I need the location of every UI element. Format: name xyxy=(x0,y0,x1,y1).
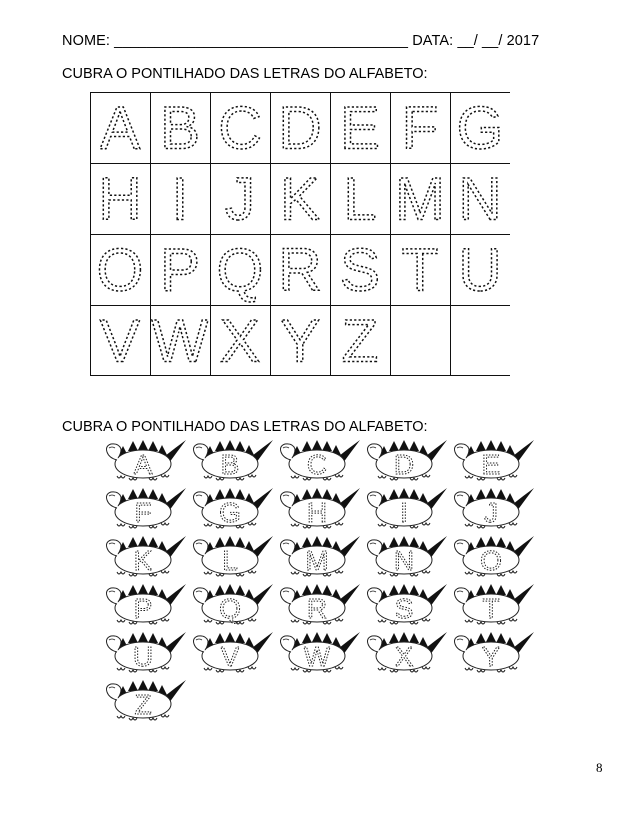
trace-letter-l: L xyxy=(343,165,377,233)
dino-letter-h: H xyxy=(306,497,328,528)
dino-letter-i: I xyxy=(400,497,408,528)
dino-letter-r: R xyxy=(306,593,328,624)
dino-letter-o: O xyxy=(480,545,502,576)
dino-letter-l: L xyxy=(222,545,238,576)
trace-letter-v: V xyxy=(99,307,141,375)
trace-letter-o: O xyxy=(96,236,144,304)
dino-card-i xyxy=(368,488,448,528)
dino-card-d xyxy=(368,440,448,480)
dino-letter-y: Y xyxy=(481,641,501,672)
trace-letter-s: S xyxy=(339,236,381,304)
trace-letter-k: K xyxy=(279,165,321,233)
trace-letter-a: A xyxy=(99,94,141,162)
dino-card-p xyxy=(107,584,187,624)
dino-letter-a: A xyxy=(133,449,153,480)
letter-tracing-grid xyxy=(90,92,510,376)
dino-card-x xyxy=(368,632,448,672)
dino-letter-d: D xyxy=(393,449,415,480)
trace-letter-y: Y xyxy=(279,307,321,375)
name-blank[interactable]: ____________________________________ xyxy=(114,33,409,49)
dino-card-q xyxy=(194,584,274,624)
dino-letter-m: M xyxy=(305,545,329,576)
dino-card-y xyxy=(455,632,535,672)
dino-letter-c: C xyxy=(306,449,328,480)
trace-letter-r: R xyxy=(278,236,322,304)
trace-letter-c: C xyxy=(218,94,262,162)
dino-letter-j: J xyxy=(484,497,498,528)
dino-letter-k: K xyxy=(133,545,153,576)
dino-card-b xyxy=(194,440,274,480)
trace-letter-p: P xyxy=(159,236,201,304)
dino-letter-x: X xyxy=(394,641,414,672)
dino-letter-g: G xyxy=(219,497,241,528)
dino-letter-f: F xyxy=(134,497,152,528)
trace-letter-b: B xyxy=(159,94,201,162)
trace-letter-f: F xyxy=(401,94,439,162)
date-label: DATA: xyxy=(412,33,454,49)
dino-card-j xyxy=(455,488,535,528)
section2-instruction: CUBRA O PONTILHADO DAS LETRAS DO ALFABETO: xyxy=(62,419,428,435)
dino-card-t xyxy=(455,584,535,624)
date-value[interactable]: __/ __/ 2017 xyxy=(457,33,540,49)
dino-letter-t: T xyxy=(482,593,500,624)
trace-letter-q: Q xyxy=(216,236,264,304)
section1-instruction: CUBRA O PONTILHADO DAS LETRAS DO ALFABETO: xyxy=(62,66,428,82)
dino-letter-v: V xyxy=(220,641,240,672)
dino-letter-u: U xyxy=(132,641,154,672)
dino-letter-n: N xyxy=(393,545,415,576)
trace-letter-w: W xyxy=(151,307,209,375)
dino-letter-e: E xyxy=(481,449,501,480)
dino-card-v xyxy=(194,632,274,672)
trace-letter-m: M xyxy=(395,165,445,233)
trace-letter-u: U xyxy=(458,236,502,304)
dino-letter-w: W xyxy=(303,641,331,672)
dino-letter-q: Q xyxy=(219,593,241,624)
dino-card-r xyxy=(281,584,361,624)
dino-card-k xyxy=(107,536,187,576)
dino-card-c xyxy=(281,440,361,480)
dino-card-u xyxy=(107,632,187,672)
header-line xyxy=(62,33,539,49)
trace-letter-g: G xyxy=(456,94,504,162)
dino-letter-p: P xyxy=(133,593,153,624)
dino-card-w xyxy=(281,632,361,672)
dino-card-s xyxy=(368,584,448,624)
dino-card-h xyxy=(281,488,361,528)
dino-card-o xyxy=(455,536,535,576)
trace-letter-z: Z xyxy=(341,307,379,375)
dino-card-m xyxy=(281,536,361,576)
trace-letter-x: X xyxy=(219,307,261,375)
dino-card-f xyxy=(107,488,187,528)
dinosaur-letter-grid xyxy=(95,436,535,746)
dino-card-a xyxy=(107,440,187,480)
trace-letter-n: N xyxy=(458,165,502,233)
trace-letter-e: E xyxy=(339,94,381,162)
name-label: NOME: xyxy=(62,33,111,49)
dino-card-n xyxy=(368,536,448,576)
trace-letter-i: I xyxy=(171,165,189,233)
dino-card-g xyxy=(194,488,274,528)
trace-letter-d: D xyxy=(278,94,322,162)
dino-letter-z: Z xyxy=(134,689,152,720)
dino-card-e xyxy=(455,440,535,480)
dino-letter-b: B xyxy=(220,449,240,480)
dino-card-z xyxy=(107,680,187,720)
trace-letter-j: J xyxy=(225,165,255,233)
page-number: 8 xyxy=(596,760,603,775)
dino-letter-s: S xyxy=(394,593,414,624)
dino-card-l xyxy=(194,536,274,576)
trace-letter-h: H xyxy=(98,165,142,233)
trace-letter-t: T xyxy=(401,236,439,304)
